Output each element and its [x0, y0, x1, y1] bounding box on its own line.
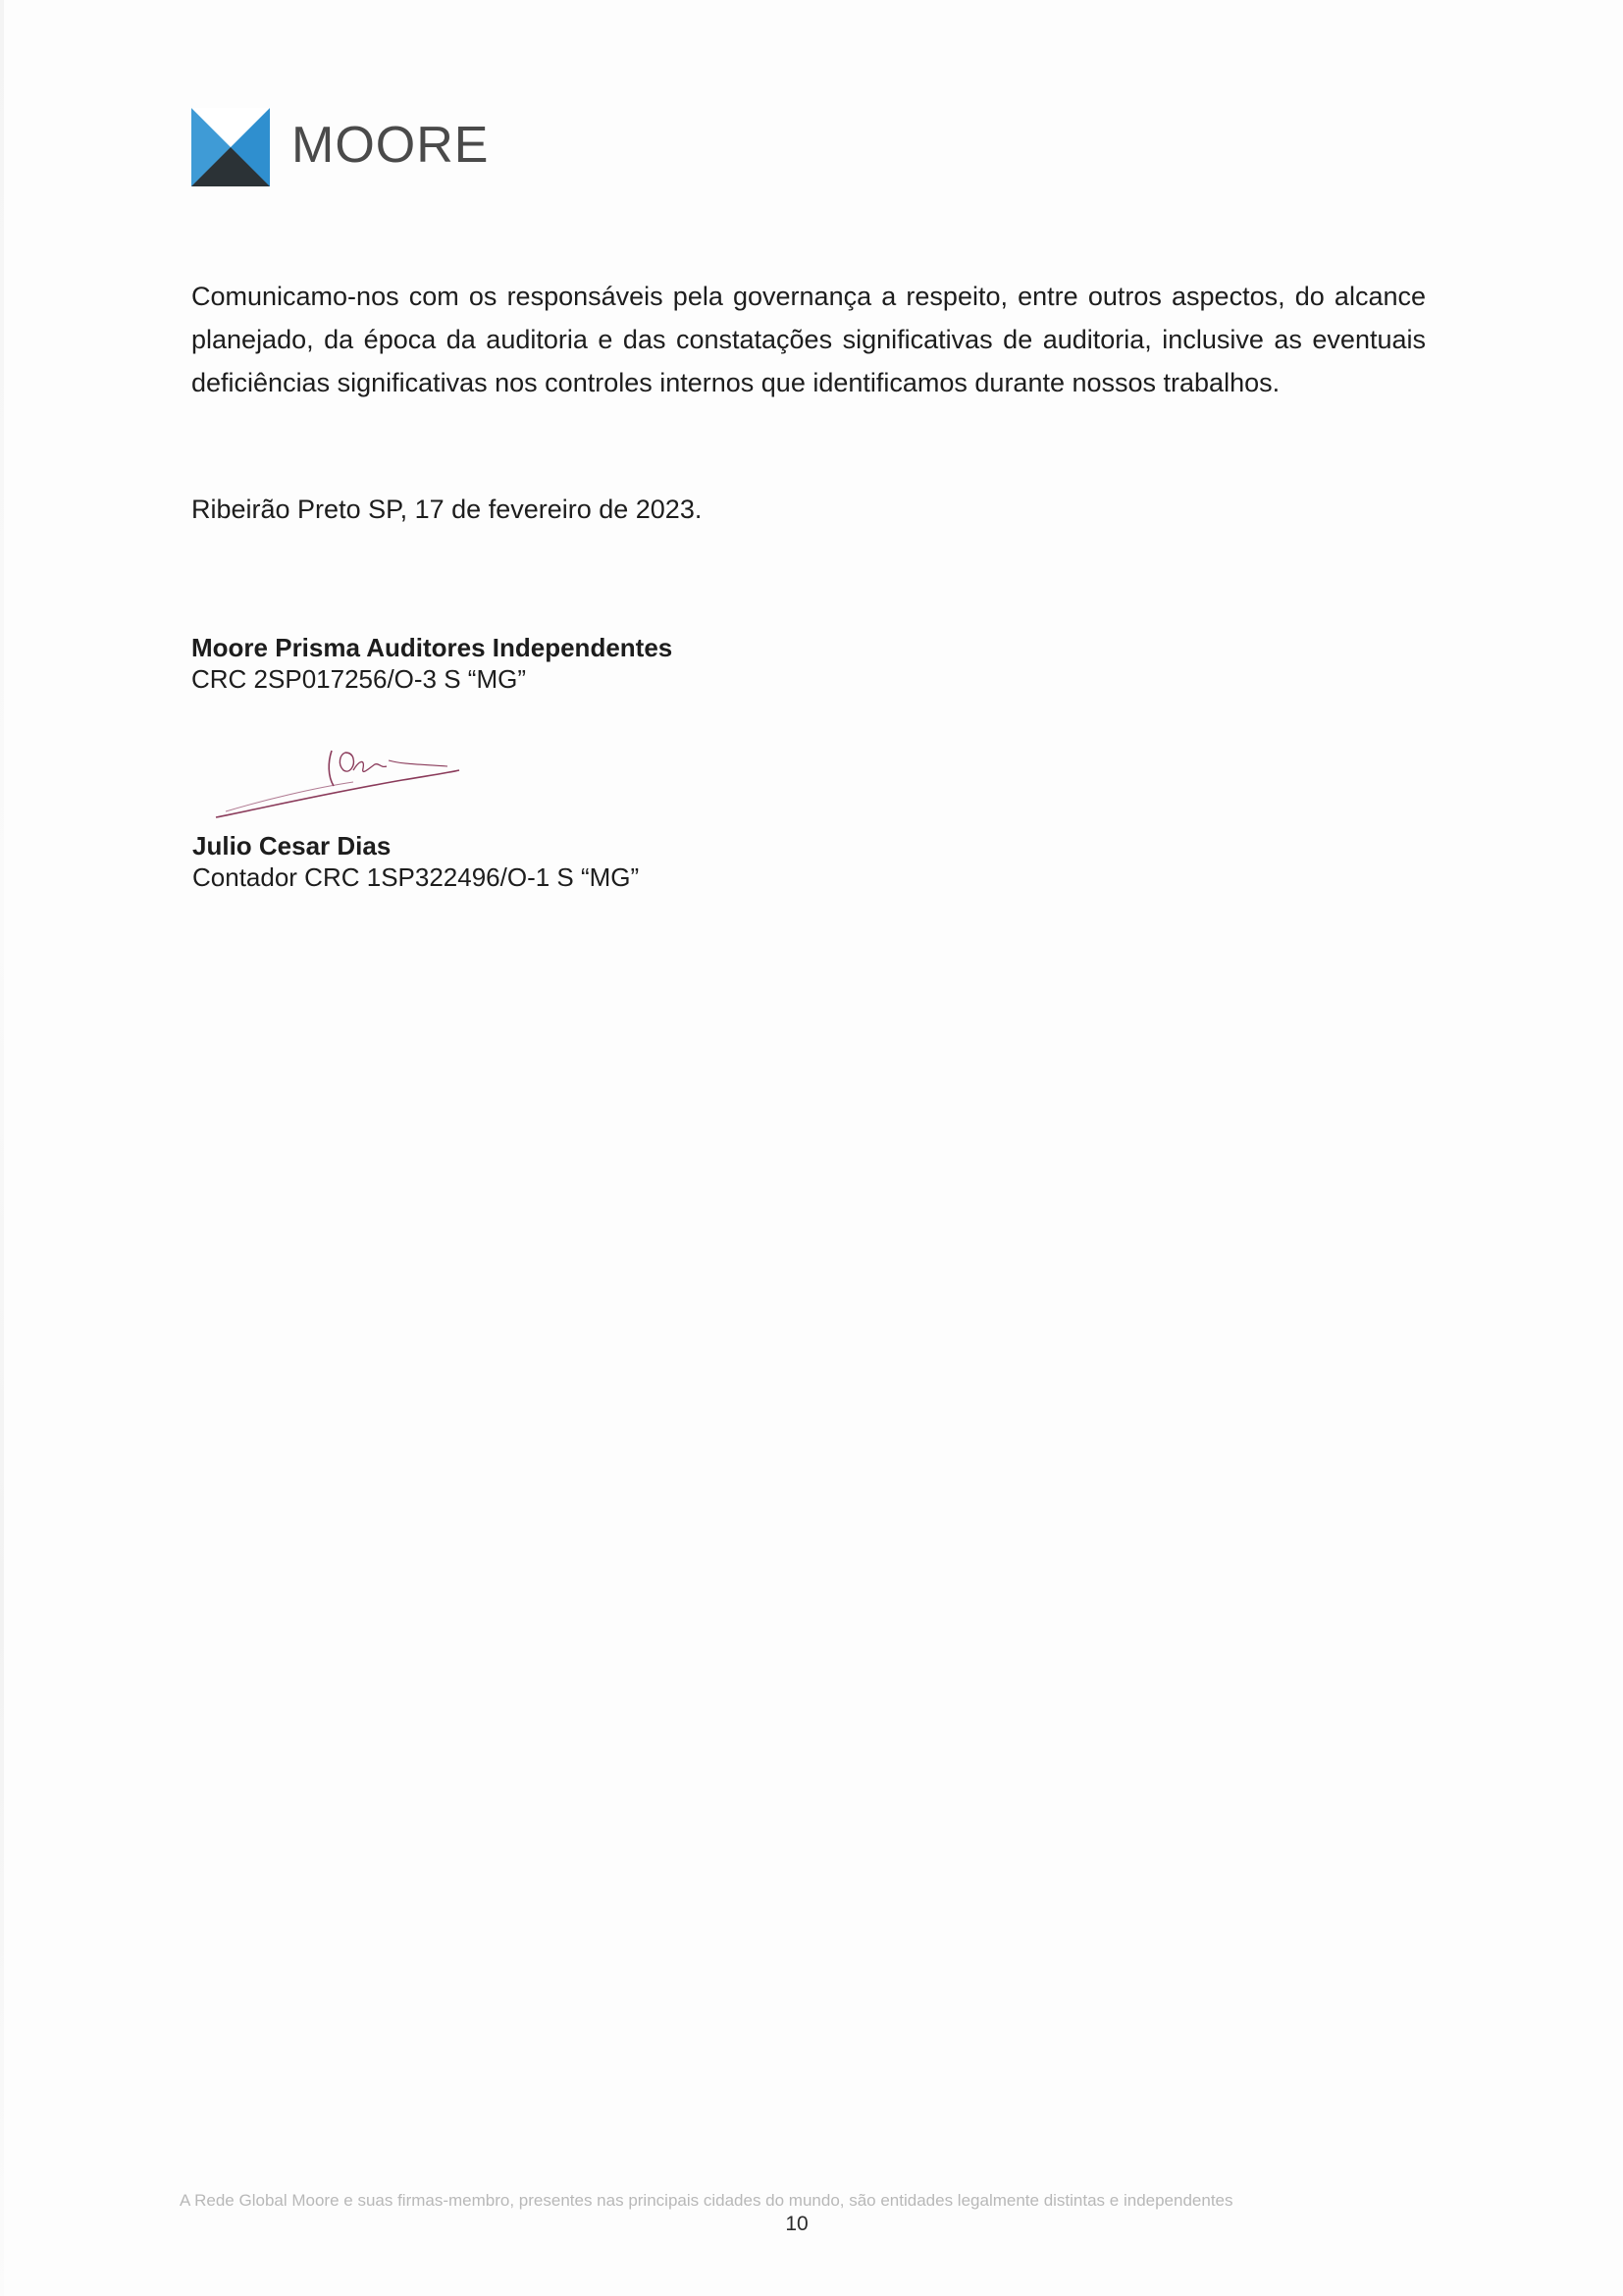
- signer-crc-registration: Contador CRC 1SP322496/O-1 S “MG”: [192, 862, 640, 892]
- footer-disclaimer: A Rede Global Moore e suas firmas-membro, presentes nas principais cidades do mundo, são entidades legalmente distintas e independentes: [180, 2191, 1233, 2210]
- handwritten-signature-icon: [206, 731, 461, 829]
- firm-crc-registration: CRC 2SP017256/O-3 S “MG”: [191, 664, 527, 694]
- page-number: 10: [785, 2213, 809, 2235]
- moore-wordmark: MOORE: [291, 117, 490, 174]
- firm-name: Moore Prisma Auditores Independentes: [191, 633, 673, 662]
- place-date-line: Ribeirão Preto SP, 17 de fevereiro de 2023.: [191, 495, 703, 524]
- signer-name: Julio Cesar Dias: [192, 831, 392, 861]
- moore-logo-mark-icon: [191, 108, 270, 186]
- moore-logo: [191, 108, 496, 190]
- scan-edge-artifact: [0, 0, 4, 2296]
- body-paragraph: Comunicamo-nos com os responsáveis pela governança a respeito, entre outros aspectos, do alcance planejado, da época da auditoria e das constatações significativas de auditoria, inclusive as eventuais deficiências significativas nos controles internos que identificamos durante nossos trabalhos.: [191, 282, 1426, 397]
